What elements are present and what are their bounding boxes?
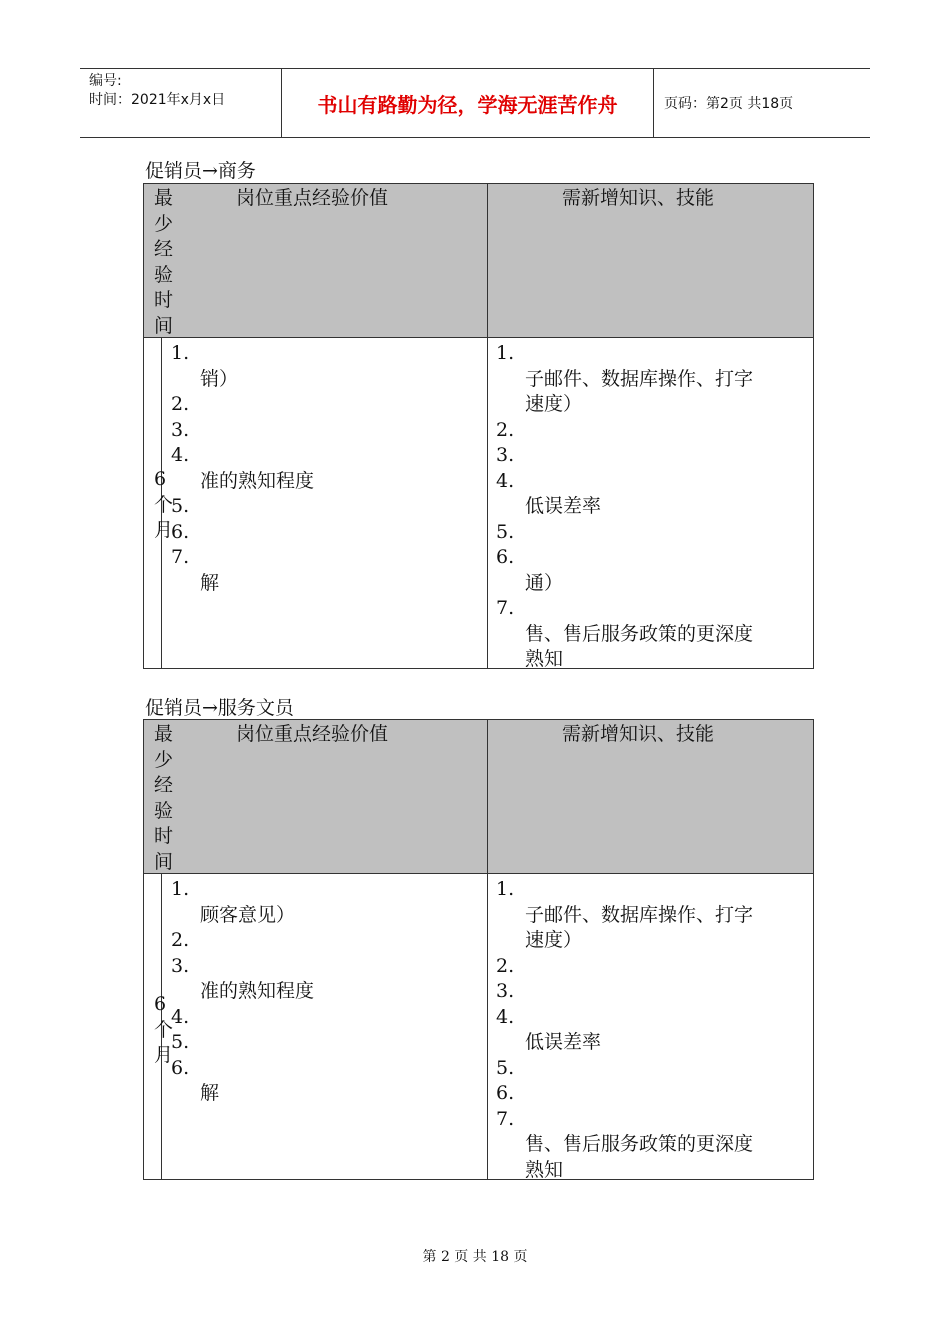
- section-title: 促销员→服务文员: [145, 697, 294, 719]
- list-item: 子邮件、数据库操作、打字: [525, 903, 754, 926]
- list-item: 解: [200, 571, 220, 594]
- skills-list: [496, 877, 753, 1183]
- transition-table: [143, 719, 814, 1180]
- list-item: 准的熟知程度: [200, 469, 315, 492]
- list-item: 7.: [171, 546, 190, 568]
- list-item: 3.: [496, 980, 515, 1002]
- list-item: 销）: [200, 367, 239, 390]
- col-header-experience: 岗位重点经验价值: [236, 187, 389, 209]
- list-item: 售、售后服务政策的更深度: [525, 622, 754, 645]
- list-item: 售、售后服务政策的更深度: [525, 1133, 754, 1155]
- page-footer: 第 2 页 共 18 页: [422, 1249, 528, 1265]
- list-item: 子邮件、数据库操作、打字: [525, 367, 754, 390]
- list-item: 2.: [496, 954, 515, 977]
- list-item: 5.: [496, 520, 515, 543]
- list-item: 1.: [496, 878, 515, 900]
- list-item: 1.: [171, 342, 190, 364]
- experience-list: [171, 877, 314, 1107]
- col-header-skills: 需新增知识、技能: [562, 187, 715, 209]
- list-item: 顾客意见）: [200, 903, 296, 926]
- col-header-experience: 岗位重点经验价值: [236, 723, 389, 745]
- list-item: 7.: [496, 1107, 515, 1130]
- list-item: 低误差率: [525, 495, 602, 517]
- list-item: 5.: [496, 1056, 515, 1079]
- skills-list: [496, 341, 753, 673]
- list-item: 5.: [171, 495, 190, 517]
- experience-list: [171, 341, 314, 596]
- list-item: 2.: [496, 418, 515, 441]
- col-header-skills: 需新增知识、技能: [562, 723, 715, 745]
- list-item: 准的熟知程度: [200, 980, 315, 1002]
- list-item: 1.: [171, 878, 190, 900]
- list-item: 2.: [171, 929, 190, 951]
- transition-table: [143, 183, 814, 669]
- list-item: 3.: [171, 954, 190, 977]
- list-item: 4.: [496, 1005, 515, 1028]
- time-label: 时间：2021年x月x日: [89, 92, 226, 108]
- duration-cell: 6 个 月: [154, 468, 174, 541]
- list-item: 3.: [496, 444, 515, 466]
- list-item: 速度）: [525, 929, 583, 951]
- section-title: 促销员→商务: [145, 160, 256, 182]
- list-item: 6.: [171, 520, 190, 543]
- list-item: 4.: [496, 469, 515, 492]
- header-motto: 书山有路勤为径，学海无涯苦作舟: [281, 69, 654, 137]
- list-item: 3.: [171, 418, 190, 441]
- col-header-time: 最少经验时间: [154, 187, 174, 337]
- list-item: 6.: [171, 1056, 190, 1079]
- list-item: 4.: [171, 1005, 190, 1028]
- list-item: 5.: [171, 1031, 190, 1053]
- code-label: 编号:: [89, 73, 122, 89]
- list-item: 2.: [171, 393, 190, 415]
- header-page-info: 页码：第2页 共18页: [664, 96, 794, 112]
- list-item: 熟知: [525, 1158, 564, 1181]
- list-item: 通）: [525, 571, 564, 594]
- list-item: 低误差率: [525, 1031, 602, 1053]
- col-header-time: 最少经验时间: [154, 723, 174, 873]
- list-item: 6.: [496, 1082, 515, 1104]
- list-item: 解: [200, 1082, 220, 1104]
- list-item: 速度）: [525, 393, 583, 415]
- header-meta: [80, 69, 281, 137]
- list-item: 7.: [496, 597, 515, 619]
- duration-cell: 6 个 月: [154, 993, 174, 1066]
- page-header: [80, 68, 870, 138]
- list-item: 6.: [496, 546, 515, 568]
- list-item: 1.: [496, 342, 515, 364]
- list-item: 4.: [171, 444, 190, 466]
- list-item: 熟知: [525, 648, 564, 670]
